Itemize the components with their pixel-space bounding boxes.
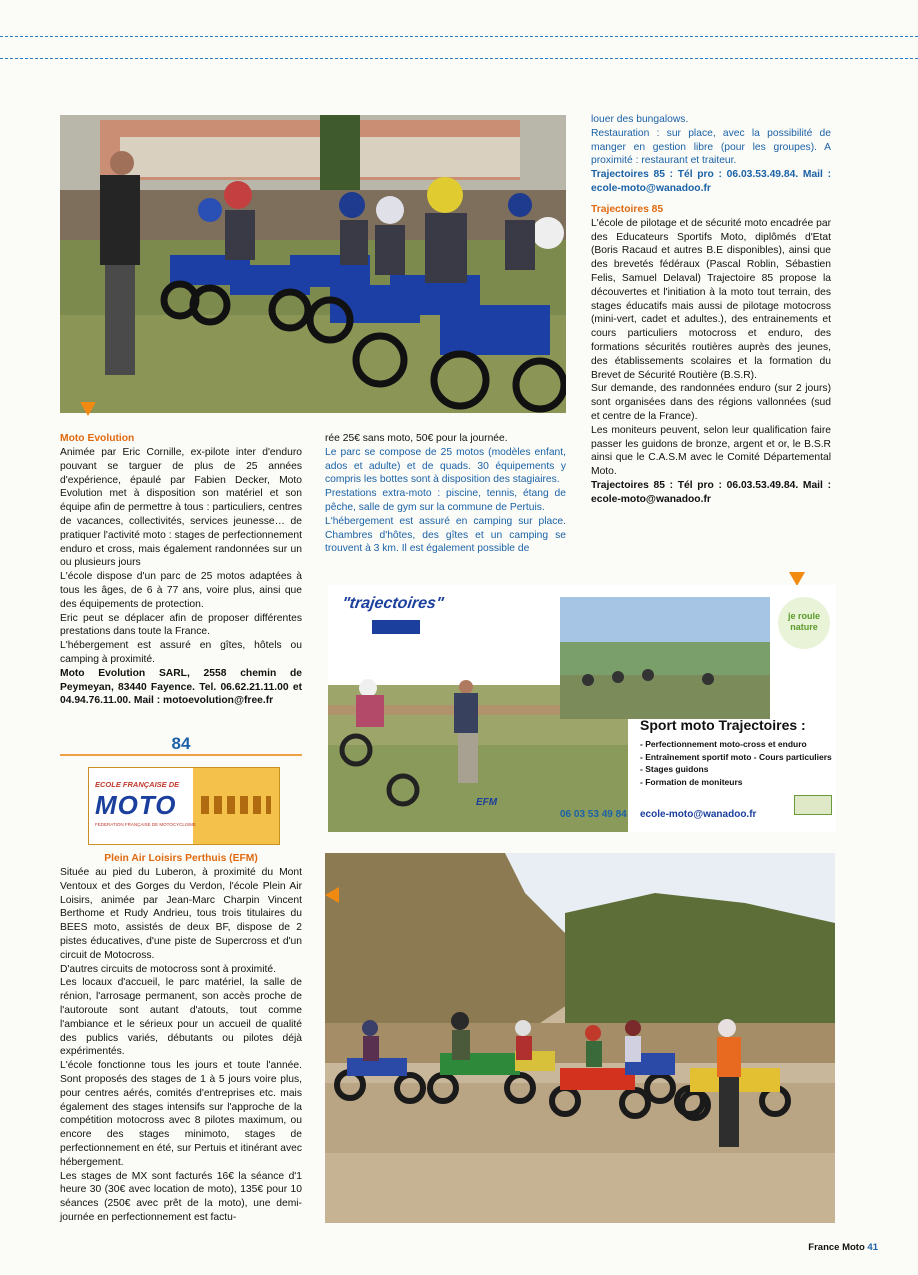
advert-email: ecole-moto@wanadoo.fr xyxy=(640,809,757,820)
advert-item-4: - Formation de moniteurs xyxy=(640,776,743,787)
plein-air-para-2: D'autres circuits de motocross sont à proximité. xyxy=(60,963,276,975)
advert-efm-badge xyxy=(372,620,420,634)
middle-para-4: L'hébergement est assuré en camping sur place. Chambres d'hôtes, des gîtes et un camping se trouvent à 3 km. Il est également possible de xyxy=(325,515,566,555)
middle-column xyxy=(325,432,566,556)
advert-phone: 06 03 53 49 84 xyxy=(560,809,627,820)
trajectoires-para-2: Sur demande, des randonnées enduro (sur 2 jours) sont organisées dans des régions vallonnées (sud et centre de la France). xyxy=(591,383,831,422)
logo-rider-silhouettes xyxy=(201,796,271,814)
je-roule-nature-badge: je roule nature xyxy=(778,597,830,649)
advert-item-3: - Stages guidons xyxy=(640,764,709,774)
logo-main: MOTO xyxy=(95,790,177,820)
right-para-1: louer des bungalows. xyxy=(591,114,689,125)
trajectoires-contact: Trajectoires 85 : Tél pro : 06.03.53.49.84. Mail : ecole-moto@wanadoo.fr xyxy=(591,479,831,505)
middle-para-2: Le parc se compose de 25 motos (modèles enfant, ados et adulte) et de quads. 30 équipements y compris les bottes sont à disposition des stagiaires. xyxy=(325,446,566,486)
magazine-name: France Moto xyxy=(808,1242,865,1253)
middle-para-3: Prestations extra-moto : piscine, tennis, étang de pêche, salle de gym sur la commune de Pertuis. xyxy=(325,488,566,513)
advert-heading: Sport moto Trajectoires : xyxy=(640,717,806,733)
top-rule-2 xyxy=(0,58,918,59)
trajectoires-para-3: Les moniteurs peuvent, selon leur qualification faire passer les guidons de bronze, argent et or, le B.S.R ainsi que le C.A.S.M avec le Comité Départemental Moto. xyxy=(591,424,831,478)
plein-air-para-5: Les stages de MX sont facturés 16€ la séance d'1 heure 30 (30€ avec location de moto), 135€ pour 10 séances (250€ avec prêt de la moto), une demi-journée en perfectionnement est factu- xyxy=(60,1170,302,1223)
moto-evolution-para-4: L'hébergement est assuré en gîtes, hôtels ou camping à proximité. xyxy=(60,640,302,665)
plein-air-contact: Trajectoires 85 : Tél pro : 06.03.53.49.84. Mail : ecole-moto@wanadoo.fr xyxy=(591,169,831,194)
moto-evolution-para-1: Animée par Eric Cornille, ex-pilote inter d'enduro pouvant se targuer de plus de 25 années d'expérience, épaulé par Fabien Decker, Moto Evolution met à disposition son matériel et son équipe afin de permettre à tous : particuliers, centres de vacances, collectivités, services jeunesse… de pratiquer l'activité moto : stages de perfectionnement enduro et cross, mais également randonnées sur un ou plusieurs jours xyxy=(60,447,302,569)
right-column xyxy=(591,113,831,507)
trajectoires-advert xyxy=(328,585,836,832)
moto-evolution-para-2: L'école dispose d'un parc de 25 motos adaptées à tous les âges, de 6 à 77 ans, voire plus, ainsi que des équipements de protection. xyxy=(60,571,302,610)
plein-air-para-4: L'école fonctionne tous les jours et toute l'année. Sont proposés des stages de 1 à 5 jours voire plus, pour centres aérés, comités d'entreprises etc. mais également des stages intensifs sur l'approche de la compétition motocross avec 8 pilotes maximum, ou encore des stages minimoto, stages de perfectionnement en été, sur Pertuis et itinérant avec hébergement. xyxy=(60,1060,302,1168)
plein-air-para-3: Les locaux d'accueil, le parc matériel, la salle de rénion, l'arrosage permanent, son accès proche de l'autoroute sont autant d'atouts, tout comme l'ambiance et le sérieux pour un accueil de qualité des publics variés, débutants ou pilotes déjà expérimentés. xyxy=(60,977,302,1058)
department-number: 84 xyxy=(171,734,191,753)
trajectoires-heading: Trajectoires 85 xyxy=(591,203,664,215)
middle-para-1: rée 25€ sans moto, 50€ pour la journée. xyxy=(325,433,508,444)
logo-sub: FEDERATION FRANÇAISE DE MOTOCYCLISME xyxy=(95,822,196,827)
orange-arrow-marker-3 xyxy=(325,887,339,903)
advert-title: "trajectoires" xyxy=(340,595,445,612)
page-footer xyxy=(808,1242,878,1253)
advert-item-2: - Entraînement sportif moto - Cours particuliers xyxy=(640,751,832,762)
orange-arrow-marker-2 xyxy=(789,572,805,586)
advert-sponsor-logo xyxy=(794,795,832,815)
advert-item-1: - Perfectionnement moto-cross et enduro xyxy=(640,739,807,749)
moto-evolution-heading: Moto Evolution xyxy=(60,433,135,444)
trajectoires-para-1: L'école de pilotage et de sécurité moto encadrée par des Educateurs Sportifs Moto, diplômés d'Etat (Boris Racaud et autres B.E disponibles), ainsi que des brevetés fédéraux (Pascal Roblin, Sébastien Felis, Samuel Delaval) Trajectoire 85 propose la découvertes et l'initiation à la moto tout terrain, des stages éducatifs mais aussi de pilotage motocross (mini-vert, cadet et adultes.), des entrainements et cours particuliers motocross et enduro, des formations sécurités routières auprès des jeunes, des établissements scolaires et la formation du Brevet de Sécurité Routière (B.S.R). xyxy=(591,217,831,381)
plein-air-heading: Plein Air Loisirs Perthuis (EFM) xyxy=(104,853,258,864)
advert-list xyxy=(640,738,832,788)
moto-evolution-contact: Moto Evolution SARL, 2558 chemin de Peymeyan, 83440 Fayence. Tel. 06.62.21.11.00 et 04.94.76.11.00. Mail : motoevolution@free.fr xyxy=(60,667,302,707)
moto-evolution-para-3: Eric peut se déplacer afin de proposer différentes prestations dans toute la France. xyxy=(60,612,302,638)
page-number: 41 xyxy=(867,1242,878,1253)
advert-efm-logo: EFM xyxy=(476,797,498,808)
moto-evolution-article xyxy=(60,432,302,708)
orange-arrow-marker xyxy=(80,402,96,416)
plein-air-para-1: Située au pied du Luberon, à proximité du Mont Ventoux et des Gorges du Verdon, l'école Plein Air Loisirs, animée par Jean-Marc Charpin Vincent Berthome et Rudy Andrieu, tous trois titulaires du BEES moto, assistés de deux BF, dispose de 2 pistes éducatives, d'une piste de Supercross et d'un circuit de Motocross. xyxy=(60,867,302,961)
logo-line1: ECOLE FRANÇAISE DE xyxy=(95,780,180,789)
department-rule xyxy=(60,754,302,756)
right-para-2: Restauration : sur place, avec la possibilité de manger en gestion libre (pour les groupes). A proximité : restaurant et traiteur. xyxy=(591,127,831,167)
top-rule-1 xyxy=(0,36,918,37)
photo-kids-motocross xyxy=(60,115,566,413)
photo-motocross-group xyxy=(325,853,835,1223)
ecole-francaise-moto-logo xyxy=(88,767,280,845)
plein-air-article xyxy=(60,852,302,1225)
